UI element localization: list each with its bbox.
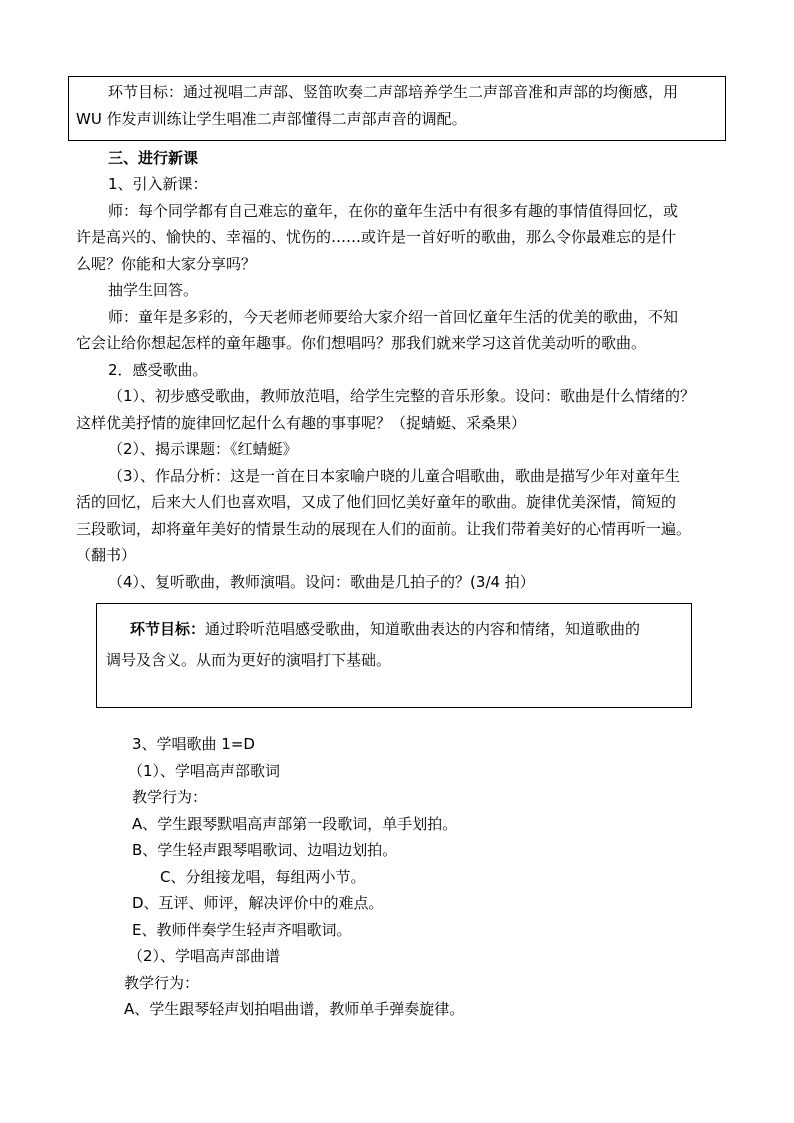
behavior-item-e: E、教师伴奏学生轻声齐唱歌词。 [132, 921, 352, 939]
paragraph-1-line-3: 么呢？你能和大家分享吗？ [76, 255, 257, 273]
step-2-title: 2．感受歌曲。 [108, 361, 208, 379]
section-heading: 三、进行新课 [108, 149, 199, 167]
step-3-title: 3、学唱歌曲 1=D [132, 735, 255, 753]
paragraph-1-line-1: 师：每个同学都有自己难忘的童年，在你的童年生活中有很多有趣的事情值得回忆，或 [108, 202, 679, 220]
sub-4: （4）、复听歌曲，教师演唱。设问：歌曲是几拍子的？(3/4 拍） [108, 573, 535, 591]
paragraph-3-line-2: 它会让给你想起怎样的童年趣事。你们想唱吗？那我们就来学习这首优美动听的歌曲。 [76, 334, 647, 352]
behavior-item-a: A、学生跟琴默唱高声部第一段歌词，单手划拍。 [132, 815, 458, 833]
sub-1-line-2: 这样优美抒情的旋律回忆起什么有趣的事事呢？（捉蜻蜓、采桑果） [76, 414, 527, 432]
sub-3-line-3: 三段歌词，却将童年美好的情景生动的展现在人们的面前。让我们带着美好的心情再听一遍。 [76, 520, 692, 538]
step-1-title: 1、引入新课： [108, 175, 208, 193]
sub-3-line-2: 活的回忆，后来大人们也喜欢唱，又成了他们回忆美好童年的歌曲。旋律优美深情，简短的 [76, 493, 677, 511]
sub-3-line-1: （3）、作品分析：这是一首在日本家喻户晓的儿童合唱歌曲，歌曲是描写少年对童年生 [108, 467, 681, 485]
paragraph-3-line-1: 师：童年是多彩的，今天老师老师要给大家介绍一首回忆童年生活的优美的歌曲，不知 [108, 308, 679, 326]
sub-2: （2）、揭示课题：《红蜻蜓》 [108, 440, 298, 458]
sub-1-line-1: （1）、初步感受歌曲，教师放范唱，给学生完整的音乐形象。设问：歌曲是什么情绪的？ [108, 387, 696, 405]
paragraph-1-line-2: 许是高兴的、愉快的、幸福的、忧伤的……或许是一首好听的歌曲，那么令你最难忘的是什 [76, 228, 677, 246]
objective-1-line-1: 环节目标：通过视唱二声部、竖笛吹奏二声部培养学生二声部音准和声部的均衡感，用 [108, 83, 679, 101]
learn-sub-2: （2）、学唱高声部曲谱 [128, 947, 281, 965]
paragraph-2: 抽学生回答。 [108, 281, 199, 299]
objective-2-line-2: 调号及含义。从而为更好的演唱打下基础。 [106, 651, 392, 669]
learn-sub-1: （1）、学唱高声部歌词 [128, 762, 281, 780]
behavior-label-1: 教学行为： [132, 788, 208, 806]
sub-3-line-4: （翻书） [76, 546, 137, 564]
behavior-item-c: C、分组接龙唱，每组两小节。 [160, 868, 366, 886]
behavior-item-d: D、互评、师评，解决评价中的难点。 [132, 894, 384, 912]
behavior-item-a2: A、学生跟琴轻声划拍唱曲谱，教师单手弹奏旋律。 [124, 1000, 465, 1018]
behavior-label-2: 教学行为： [124, 974, 200, 992]
behavior-item-b: B、学生轻声跟琴唱歌词、边唱边划拍。 [132, 841, 398, 859]
objective-2-text: 通过聆听范唱感受歌曲，知道歌曲表达的内容和情绪，知道歌曲的 [205, 620, 641, 638]
objective-2-label: 环节目标： [130, 620, 206, 638]
objective-2-line-1 [130, 619, 640, 639]
objective-1-line-2: WU 作发声训练让学生唱准二声部懂得二声部声音的调配。 [76, 110, 467, 128]
